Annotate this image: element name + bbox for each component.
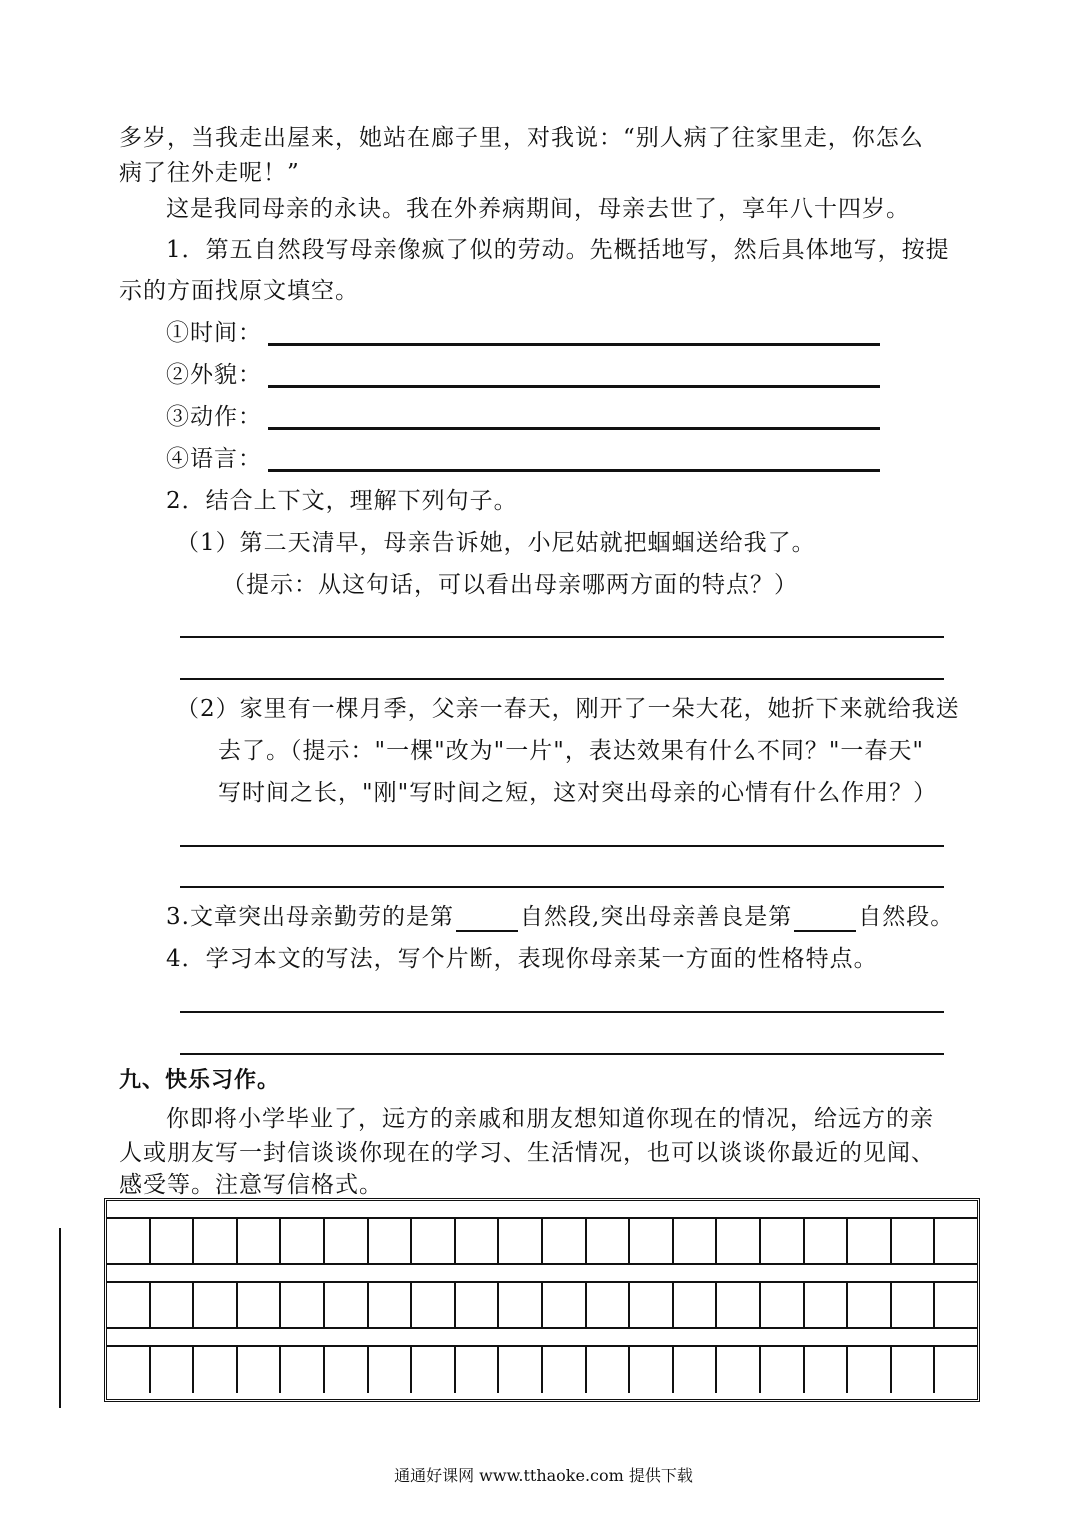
grid-cell[interactable]	[674, 1283, 718, 1327]
q1-prompt-line-1: 1．第五自然段写母亲像疯了似的劳动。先概括地写，然后具体地写，按提	[166, 237, 950, 263]
passage-line-2: 病了往外走呢！”	[119, 160, 300, 186]
grid-spacer-row	[107, 1265, 977, 1283]
grid-cell[interactable]	[151, 1347, 195, 1393]
section-9-line-3: 感受等。注意写信格式。	[119, 1172, 383, 1198]
q1-label-action: ③动作：	[166, 404, 262, 430]
grid-cell[interactable]	[151, 1219, 195, 1263]
q2-2-answer-line-1[interactable]	[180, 845, 944, 847]
grid-cell[interactable]	[369, 1219, 413, 1263]
grid-cell[interactable]	[456, 1347, 500, 1393]
grid-cell[interactable]	[630, 1219, 674, 1263]
q1-label-appearance: ②外貌：	[166, 362, 262, 388]
grid-cell[interactable]	[848, 1347, 892, 1393]
grid-cell[interactable]	[281, 1347, 325, 1393]
grid-cell[interactable]	[543, 1283, 587, 1327]
grid-row	[107, 1283, 977, 1329]
passage-line-1: 多岁，当我走出屋来，她站在廊子里，对我说：“别人病了往家里走，你怎么	[119, 125, 924, 151]
q2-1-answer-line-1[interactable]	[180, 636, 944, 638]
grid-cell[interactable]	[412, 1283, 456, 1327]
grid-cell[interactable]	[412, 1219, 456, 1263]
q4-answer-line-2[interactable]	[180, 1053, 944, 1055]
section-9-line-1: 你即将小学毕业了，远方的亲戚和朋友想知道你现在的情况，给远方的亲	[166, 1106, 934, 1132]
grid-row	[107, 1347, 977, 1393]
grid-cell[interactable]	[761, 1347, 805, 1393]
grid-cell[interactable]	[369, 1347, 413, 1393]
grid-cell[interactable]	[281, 1219, 325, 1263]
q2-sentence-1: （1）第二天清早，母亲告诉她，小尼姑就把蝈蝈送给我了。	[176, 530, 816, 556]
q3-text-part-1: 3.文章突出母亲勤劳的是第	[166, 904, 454, 930]
q3-text-part-2: 自然段,突出母亲善良是第	[519, 904, 793, 930]
q2-sentence-2-line-1: （2）家里有一棵月季，父亲一春天，刚开了一朵大花，她折下来就给我送	[176, 696, 960, 722]
grid-cell[interactable]	[587, 1219, 631, 1263]
section-9-line-2: 人或朋友写一封信谈谈你现在的学习、生活情况，也可以谈谈你最近的见闻、	[119, 1140, 935, 1166]
composition-grid	[104, 1198, 980, 1402]
grid-cell[interactable]	[892, 1283, 936, 1327]
grid-cell[interactable]	[805, 1347, 849, 1393]
grid-cell[interactable]	[674, 1347, 718, 1393]
q2-1-answer-line-2[interactable]	[180, 678, 944, 680]
q1-answer-line-appearance[interactable]	[268, 385, 880, 388]
grid-cell[interactable]	[238, 1219, 282, 1263]
grid-cell[interactable]	[325, 1219, 369, 1263]
grid-cell[interactable]	[456, 1283, 500, 1327]
grid-cell[interactable]	[107, 1219, 151, 1263]
grid-cell[interactable]	[761, 1219, 805, 1263]
grid-spacer-row	[107, 1201, 977, 1219]
grid-cell[interactable]	[281, 1283, 325, 1327]
q2-sentence-2-line-3: 写时间之长，"刚"写时间之短，这对突出母亲的心情有什么作用？）	[218, 780, 938, 806]
grid-cell[interactable]	[238, 1347, 282, 1393]
q3-prompt	[166, 902, 954, 932]
q3-blank-kind[interactable]	[794, 908, 856, 932]
q3-text-part-3: 自然段。	[858, 904, 955, 930]
grid-cell[interactable]	[543, 1347, 587, 1393]
grid-cell[interactable]	[848, 1283, 892, 1327]
grid-cell[interactable]	[587, 1283, 631, 1327]
q3-blank-diligent[interactable]	[456, 908, 518, 932]
grid-cell[interactable]	[630, 1283, 674, 1327]
grid-cell[interactable]	[107, 1347, 151, 1393]
footer-source: 通通好课网 www.tthaoke.com 提供下载	[394, 1466, 693, 1485]
grid-cell[interactable]	[456, 1219, 500, 1263]
grid-cell[interactable]	[238, 1283, 282, 1327]
grid-cell[interactable]	[630, 1347, 674, 1393]
q2-sentence-2-line-2: 去了。（提示："一棵"改为"一片"，表达效果有什么不同？"一春天"	[218, 738, 924, 764]
grid-cell[interactable]	[717, 1283, 761, 1327]
grid-cell[interactable]	[717, 1347, 761, 1393]
grid-cell[interactable]	[412, 1347, 456, 1393]
grid-cell[interactable]	[761, 1283, 805, 1327]
q1-label-time: ①时间：	[166, 320, 262, 346]
section-9-heading: 九、快乐习作。	[119, 1068, 281, 1093]
grid-cell[interactable]	[587, 1347, 631, 1393]
grid-cell[interactable]	[848, 1219, 892, 1263]
grid-cell[interactable]	[369, 1283, 413, 1327]
q1-prompt-line-2: 示的方面找原文填空。	[119, 278, 359, 304]
q2-sentence-1-hint: （提示：从这句话，可以看出母亲哪两方面的特点？）	[222, 572, 798, 598]
grid-cell[interactable]	[935, 1283, 977, 1327]
q1-answer-line-action[interactable]	[268, 427, 880, 430]
grid-cell[interactable]	[543, 1219, 587, 1263]
grid-spacer-row	[107, 1329, 977, 1347]
q1-answer-line-speech[interactable]	[268, 469, 880, 472]
q4-prompt: 4．学习本文的写法，写个片断，表现你母亲某一方面的性格特点。	[166, 946, 878, 972]
q1-label-speech: ④语言：	[166, 446, 262, 472]
grid-cell[interactable]	[107, 1283, 151, 1327]
passage-line-3: 这是我同母亲的永诀。我在外养病期间，母亲去世了，享年八十四岁。	[166, 196, 910, 222]
grid-cell[interactable]	[499, 1347, 543, 1393]
q4-answer-line-1[interactable]	[180, 1011, 944, 1013]
grid-cell[interactable]	[805, 1219, 849, 1263]
q1-answer-line-time[interactable]	[268, 343, 880, 346]
grid-cell[interactable]	[717, 1219, 761, 1263]
grid-cell[interactable]	[499, 1219, 543, 1263]
grid-cell[interactable]	[325, 1283, 369, 1327]
grid-cell[interactable]	[194, 1283, 238, 1327]
grid-cell[interactable]	[892, 1347, 936, 1393]
grid-cell[interactable]	[935, 1347, 977, 1393]
grid-cell[interactable]	[935, 1219, 977, 1263]
grid-cell[interactable]	[325, 1347, 369, 1393]
q2-title: 2．结合上下文，理解下列句子。	[166, 488, 518, 514]
q2-2-answer-line-2[interactable]	[180, 886, 944, 888]
grid-cell[interactable]	[892, 1219, 936, 1263]
grid-cell[interactable]	[499, 1283, 543, 1327]
grid-cell[interactable]	[805, 1283, 849, 1327]
grid-row	[107, 1219, 977, 1265]
grid-cell[interactable]	[194, 1219, 238, 1263]
grid-cell[interactable]	[194, 1347, 238, 1393]
margin-rule	[59, 1228, 61, 1408]
grid-cell[interactable]	[674, 1219, 718, 1263]
grid-cell[interactable]	[151, 1283, 195, 1327]
